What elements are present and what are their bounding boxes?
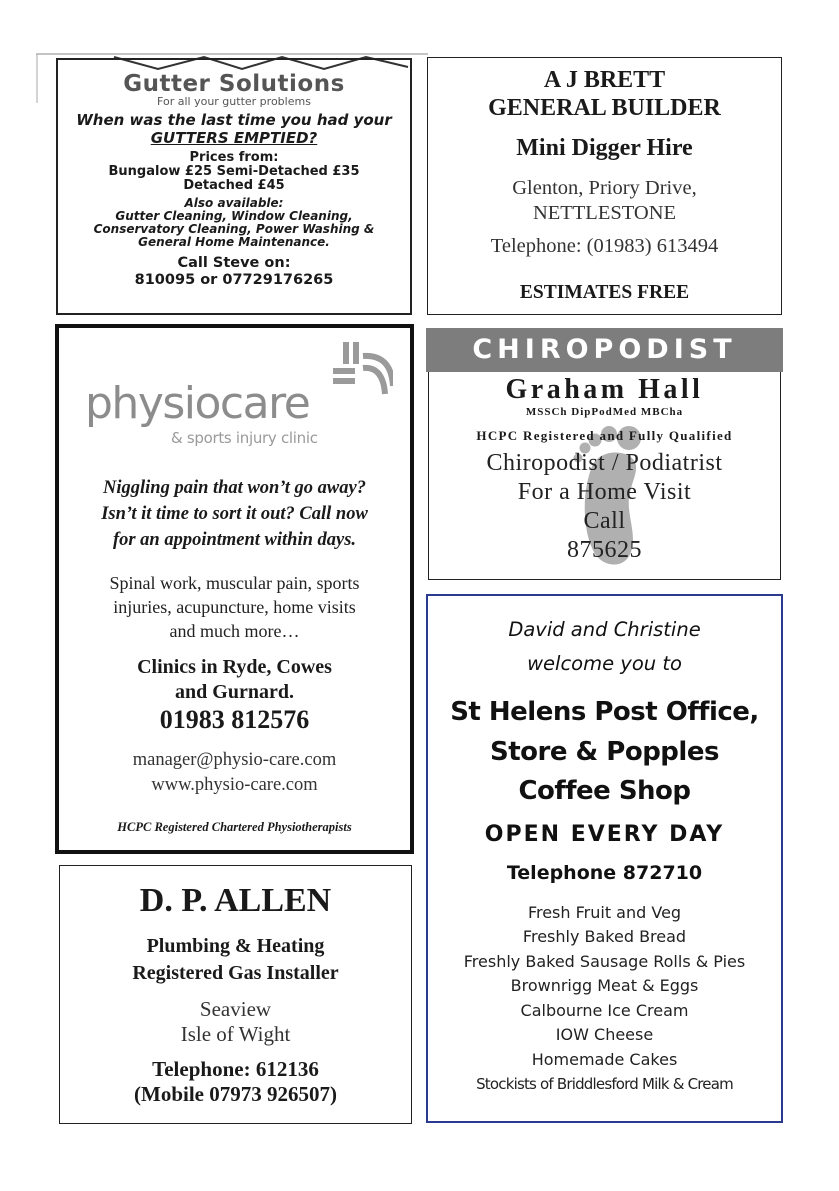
aj-brett-ad bbox=[427, 57, 782, 315]
chiropodist-details-line: Chiropodist / Podiatrist bbox=[486, 450, 723, 476]
physiocare-contact bbox=[59, 748, 410, 798]
physiocare-registration: HCPC Registered Chartered Physiotherapists bbox=[117, 820, 352, 834]
brett-address-line: Glenton, Priory Drive, bbox=[512, 177, 697, 199]
allen-mobile: (Mobile 07973 926507) bbox=[134, 1082, 337, 1106]
gutter-prices-line: Detached £45 bbox=[183, 178, 285, 193]
po-items-list bbox=[428, 901, 781, 1097]
po-welcome bbox=[428, 613, 781, 681]
po-shop-name-line: Coffee Shop bbox=[518, 776, 691, 806]
brett-estimates: ESTIMATES FREE bbox=[519, 282, 690, 303]
physiocare-ad bbox=[55, 324, 414, 854]
allen-location-line: Isle of Wight bbox=[180, 1022, 291, 1046]
gutter-phone-numbers: 810095 or 07729176265 bbox=[134, 272, 334, 288]
po-welcome-line: David and Christine bbox=[508, 618, 701, 641]
brett-hire: Mini Digger Hire bbox=[516, 135, 693, 161]
chiropodist-phone: 875625 bbox=[567, 537, 642, 563]
physiocare-website: www.physio-care.com bbox=[151, 775, 318, 795]
po-welcome-line: welcome you to bbox=[527, 652, 682, 675]
po-item: Brownrigg Meat & Eggs bbox=[510, 976, 699, 995]
gutter-also-line: Conservatory Cleaning, Power Washing & bbox=[93, 222, 375, 236]
po-item: Stockists of Briddlesford Milk & Cream bbox=[476, 1075, 733, 1093]
po-shop-name bbox=[428, 693, 781, 812]
allen-location-line: Seaview bbox=[199, 997, 272, 1021]
brett-trade: GENERAL BUILDER bbox=[488, 95, 721, 121]
allen-roles bbox=[60, 933, 411, 987]
brett-name: A J BRETT bbox=[543, 67, 666, 93]
po-telephone: Telephone 872710 bbox=[506, 861, 703, 884]
physiocare-email: manager@physio-care.com bbox=[132, 750, 337, 770]
gutter-question: When was the last time you had your bbox=[76, 111, 392, 129]
dp-allen-ad bbox=[59, 865, 412, 1124]
po-opening: OPEN EVERY DAY bbox=[484, 821, 725, 847]
physiocare-clinics-line: Clinics in Ryde, Cowes bbox=[137, 656, 332, 678]
gutter-also-heading: Also available: bbox=[184, 196, 284, 210]
chiropodist-ad bbox=[428, 372, 781, 580]
chiropodist-details-line: For a Home Visit bbox=[517, 479, 692, 505]
brett-telephone: Telephone: (01983) 613494 bbox=[490, 235, 719, 257]
chiropodist-name: Graham Hall bbox=[505, 374, 704, 405]
physiocare-logo-mark-icon bbox=[333, 342, 393, 398]
brett-address bbox=[428, 176, 781, 226]
po-item: Freshly Baked Sausage Rolls & Pies bbox=[463, 951, 746, 971]
physiocare-services-line: injuries, acupuncture, home visits bbox=[113, 597, 356, 617]
physiocare-clinics-line: and Gurnard. bbox=[175, 681, 294, 703]
brett-address-line: NETTLESTONE bbox=[532, 202, 677, 224]
chiropodist-details bbox=[429, 449, 780, 565]
physiocare-tagline-line: Niggling pain that won’t go away? bbox=[103, 478, 366, 498]
physiocare-services-line: and much more… bbox=[169, 621, 300, 641]
st-helens-post-office-ad bbox=[426, 594, 783, 1123]
physiocare-clinics bbox=[59, 655, 410, 705]
chiropodist-header: CHIROPODIST bbox=[426, 328, 783, 372]
physiocare-logo-subtitle: & sports injury clinic bbox=[171, 429, 318, 447]
po-item: Fresh Fruit and Veg bbox=[527, 902, 682, 922]
allen-telephone: Telephone: 612136 bbox=[152, 1057, 319, 1081]
allen-location bbox=[60, 997, 411, 1047]
physiocare-services bbox=[59, 571, 410, 643]
physiocare-logo-text: physiocare bbox=[85, 378, 310, 429]
gutter-call-line: Call Steve on: bbox=[177, 255, 291, 271]
gutter-logo-title: Gutter Solutions bbox=[123, 71, 345, 97]
po-item: Freshly Baked Bread bbox=[522, 927, 687, 946]
gutter-solutions-ad bbox=[56, 58, 412, 315]
allen-role-line: Registered Gas Installer bbox=[132, 962, 339, 984]
po-item: Calbourne Ice Cream bbox=[520, 1000, 689, 1020]
physiocare-tagline-line: for an appointment within days. bbox=[112, 530, 357, 550]
allen-phones bbox=[60, 1057, 411, 1107]
gutter-prices-heading: Prices from: bbox=[189, 150, 279, 165]
po-shop-name-line: St Helens Post Office, bbox=[450, 697, 759, 727]
gutter-prices-line: Bungalow £25 Semi-Detached £35 bbox=[108, 164, 360, 179]
gutter-question-emphasis: GUTTERS EMPTIED? bbox=[150, 129, 318, 147]
physiocare-services-line: Spinal work, muscular pain, sports bbox=[109, 573, 360, 593]
allen-role-line: Plumbing & Heating bbox=[146, 935, 325, 957]
physiocare-phone: 01983 812576 bbox=[159, 705, 310, 734]
chiropodist-registration: HCPC Registered and Fully Qualified bbox=[476, 428, 733, 443]
chiropodist-qualifications: MSSCh DipPodMed MBCha bbox=[525, 406, 684, 418]
chiropodist-details-line: Call bbox=[583, 508, 626, 534]
po-item: Homemade Cakes bbox=[531, 1049, 678, 1069]
gutter-also-line: Gutter Cleaning, Window Cleaning, bbox=[115, 209, 353, 223]
po-shop-name-line: Store & Popples bbox=[490, 736, 719, 767]
allen-name: D. P. ALLEN bbox=[139, 882, 332, 919]
gutter-also-line: General Home Maintenance. bbox=[138, 235, 330, 249]
physiocare-tagline-line: Isn’t it time to sort it out? Call now bbox=[101, 504, 368, 524]
physiocare-tagline bbox=[59, 475, 410, 553]
po-item: IOW Cheese bbox=[555, 1025, 654, 1044]
gutter-logo-subtitle: For all your gutter problems bbox=[157, 95, 311, 108]
